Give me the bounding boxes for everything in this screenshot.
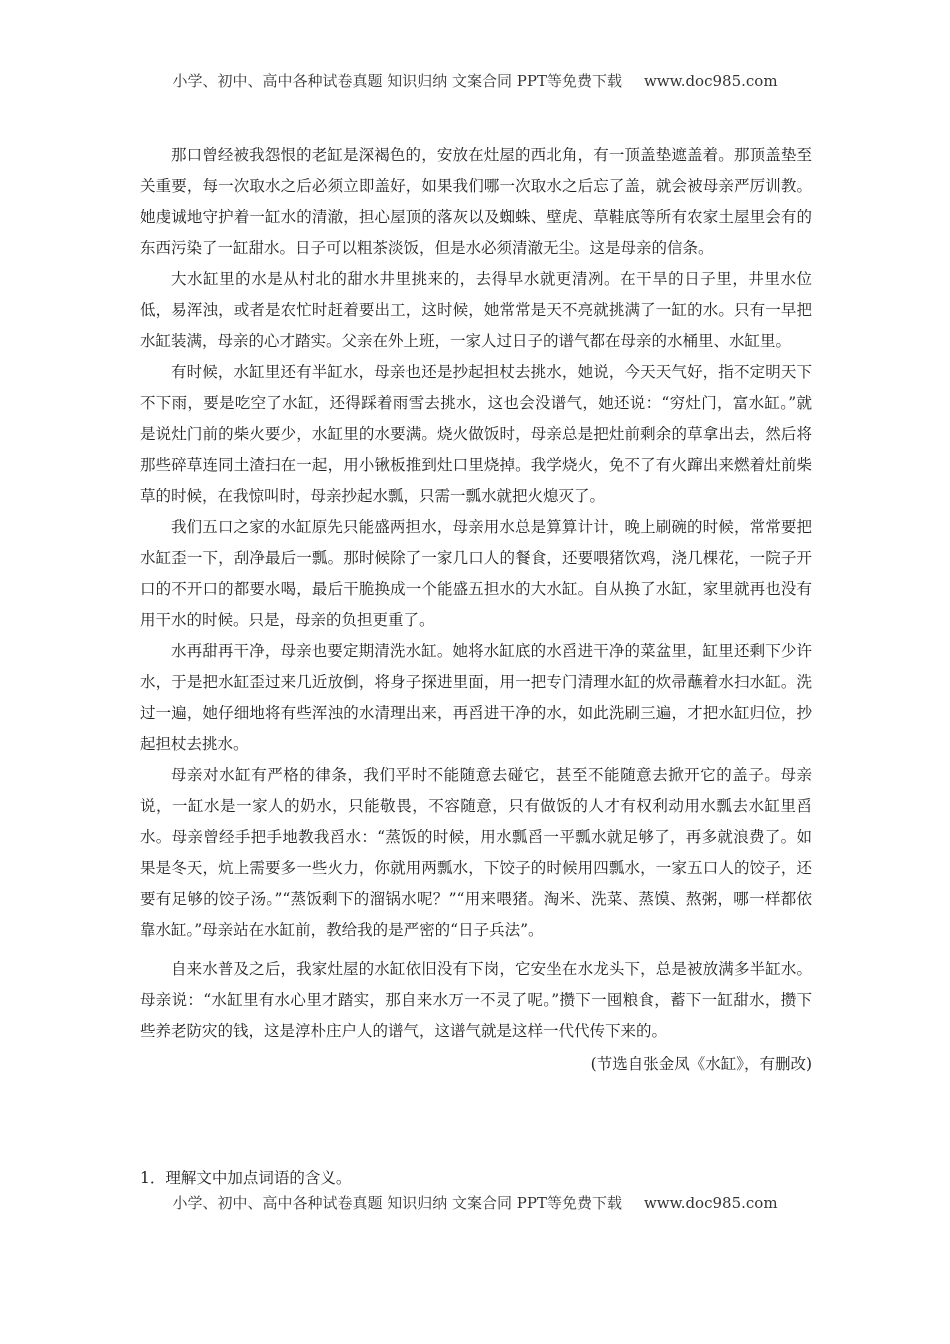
article-paragraph-1: 那口曾经被我怨恨的老缸是深褐色的，安放在灶屋的西北角，有一顶盖垫遮盖着。那顶盖垫至关重要，每一次取水之后必须立即盖好，如果我们哪一次取水之后忘了盖，就会被母亲严厉训教。她虔诚地守护着一缸水的清澈，担心屋顶的落灰以及蜘蛛、壁虎、草鞋底等所有农家土屋里会有的东西污染了一缸甜水。日子可以粗茶淡饭，但是水必须清澈无尘。这是母亲的信条。 — [140, 146, 812, 257]
footer-site-link[interactable]: www.doc985.com — [643, 1194, 778, 1212]
article-body — [140, 140, 812, 1080]
header-text: 小学、初中、高中各种试卷真题 知识归纳 文案合同 PPT等免费下载 — [172, 72, 622, 90]
article-paragraph-3: 有时候，水缸里还有半缸水，母亲也还是抄起担杖去挑水，她说，今天天气好，指不定明天下不下雨，要是吃空了水缸，还得踩着雨雪去挑水，这也会没谱气，她还说：“穷灶门，富水缸。”就是说灶门前的柴火要少，水缸里的水要满。烧火做饭时，母亲总是把灶前剩余的草拿出去，然后将那些碎草连同土渣扫在一起，用小锹板推到灶口里烧掉。我学烧火，免不了有火蹿出来燃着灶前柴草的时候，在我惊叫时，母亲抄起水瓢，只需一瓢水就把火熄灭了。 — [140, 363, 812, 505]
article-paragraph-4: 我们五口之家的水缸原先只能盛两担水，母亲用水总是算算计计，晚上刷碗的时候，常常要把水缸歪一下，刮净最后一瓢。那时候除了一家几口人的餐食，还要喂猪饮鸡，浇几棵花，一院子开口的不开口的都要水喝，最后干脆换成一个能盛五担水的大水缸。自从换了水缸，家里就再也没有用干水的时候。只是，母亲的负担更重了。 — [140, 518, 812, 629]
article-paragraph-6: 母亲对水缸有严格的律条，我们平时不能随意去碰它，甚至不能随意去掀开它的盖子。母亲说，一缸水是一家人的奶水，只能敬畏，不容随意，只有做饭的人才有权利动用水瓢去水缸里舀水。母亲曾经手把手地教我舀水：“蒸饭的时候，用水瓢舀一平瓢水就足够了，再多就浪费了。如果是冬天，炕上需要多一些火力，你就用两瓢水，下饺子的时候用四瓢水，一家五口人的饺子，还要有足够的饺子汤。”“蒸饭剩下的溜锅水呢？”“用来喂猪。淘米、洗菜、蒸馍、熬粥，哪一样都依靠水缸。”母亲站在水缸前，教给我的是严密的“日子兵法”。 — [140, 766, 812, 939]
page-footer — [0, 1192, 950, 1213]
footer-text: 小学、初中、高中各种试卷真题 知识归纳 文案合同 PPT等免费下载 — [172, 1194, 622, 1212]
article-source: (节选自张金凤《水缸》，有删改) — [590, 1055, 812, 1073]
page-header — [0, 70, 950, 91]
header-site-link[interactable]: www.doc985.com — [643, 72, 778, 90]
question-1: 1．理解文中加点词语的含义。 — [140, 1169, 352, 1187]
article-paragraph-5: 水再甜再干净，母亲也要定期清洗水缸。她将水缸底的水舀进干净的菜盆里，缸里还剩下少许水，于是把水缸歪过来几近放倒，将身子探进里面，用一把专门清理水缸的炊帚蘸着水扫水缸。洗过一遍，她仔细地将有些浑浊的水清理出来，再舀进干净的水，如此洗刷三遍，才把水缸归位，抄起担杖去挑水。 — [140, 642, 812, 753]
article-paragraph-7: 自来水普及之后，我家灶屋的水缸依旧没有下岗，它安坐在水龙头下，总是被放满多半缸水。母亲说：“水缸里有水心里才踏实，那自来水万一不灵了呢。”攒下一囤粮食，蓄下一缸甜水，攒下些养老防灾的钱，这是淳朴庄户人的谱气，这谱气就是这样一代代传下来的。 — [140, 960, 812, 1040]
article-paragraph-2: 大水缸里的水是从村北的甜水井里挑来的，去得早水就更清冽。在干旱的日子里，井里水位低，易浑浊，或者是农忙时赶着要出工，这时候，她常常是天不亮就挑满了一缸的水。只有一早把水缸装满，母亲的心才踏实。父亲在外上班，一家人过日子的谱气都在母亲的水桶里、水缸里。 — [140, 270, 812, 350]
